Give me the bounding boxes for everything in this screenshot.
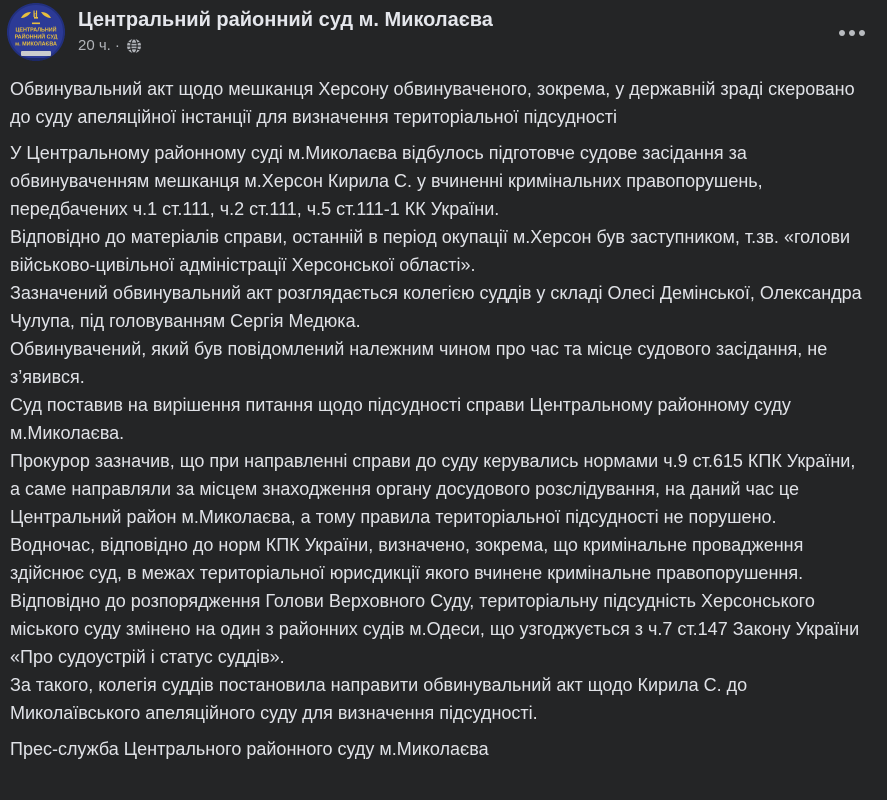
page-name-link[interactable]: Центральний районний суд м. Миколаєва — [78, 9, 493, 31]
post-text-intro: Обвинувальний акт щодо мешканця Херсону обвинуваченого, зокрема, у державній зраді скеровано до суду апеляційної інстанції для визначення територіальної підсудності — [10, 79, 855, 127]
post-text-paragraph: У Центральному районному суді м.Миколаєва відбулось підготовче судове засідання за обвинуваченням мешканця м.Херсон Кирила С. у вчиненні кримінальних правопорушень, передбачених ч.1 ст.111, ч.2 ст.111, ч.5 ст.111-1 КК України. — [10, 143, 763, 219]
post-text-body — [10, 139, 869, 727]
post-text-footer: Прес-служба Центрального районного суду м.Миколаєва — [10, 739, 489, 759]
post-text-paragraph: Відповідно до матеріалів справи, останній в період окупації м.Херсон був заступником, т.зв. «голови військово-цивільної адміністрації Херсонської області». — [10, 227, 851, 275]
court-seal-logo — [7, 3, 65, 61]
ellipsis-icon — [849, 30, 855, 36]
page-avatar[interactable] — [7, 3, 65, 61]
ellipsis-icon — [859, 30, 865, 36]
post-content — [0, 61, 887, 763]
post-header — [0, 0, 887, 61]
globe-icon — [126, 38, 142, 54]
post-text-paragraph: Обвинувачений, який був повідомлений належним чином про час та місце судового засідання, не з’явився. — [10, 339, 828, 387]
post-meta — [78, 36, 493, 55]
post-text-paragraph: Суд поставив на вирішення питання щодо підсудності справи Центральному районному суду м.Миколаєва. — [10, 395, 791, 443]
meta-separator: · — [114, 37, 120, 54]
post-text-paragraph: За такого, колегія суддів постановила направити обвинувальний акт щодо Кирила С. до Миколаївського апеляційного суду для визначення підсудності. — [10, 675, 748, 723]
svg-text:м. МИКОЛАЄВА: м. МИКОЛАЄВА — [15, 41, 57, 48]
post-text-paragraph: Зазначений обвинувальний акт розглядається колегією суддів у складі Олесі Демінської, Олександра Чулупа, під головуванням Сергія Медюка. — [10, 283, 862, 331]
post-header-text — [78, 3, 493, 55]
more-options-button[interactable] — [831, 22, 873, 44]
post-text-paragraph: Водночас, відповідно до норм КПК України, визначено, зокрема, що кримінальне провадження здійснює суд, в межах територіальної юрисдикції якого вчинене кримінальне правопорушення. — [10, 535, 804, 583]
post-timestamp[interactable]: 20 ч. — [78, 37, 111, 54]
ellipsis-icon — [839, 30, 845, 36]
svg-text:РАЙОННИЙ СУД: РАЙОННИЙ СУД — [14, 34, 58, 41]
post-text-paragraph: Відповідно до розпорядження Голови Верховного Суду, територіальну підсудність Херсонського міського суду змінено на один з районних судів м.Одеси, що узгоджується з ч.7 ст.147 Закону України «Про судоустрій і статус суддів». — [10, 591, 860, 667]
post-text-paragraph: Прокурор зазначив, що при направленні справи до суду керувались нормами ч.9 ст.615 КПК України, а саме направляли за місцем знаходження органу досудового розслідування, на даний час це Центральний район м.Миколаєва, а тому правила територіальної підсудності не порушено. — [10, 451, 856, 527]
svg-text:ЦЕНТРАЛЬНИЙ: ЦЕНТРАЛЬНИЙ — [15, 27, 57, 34]
